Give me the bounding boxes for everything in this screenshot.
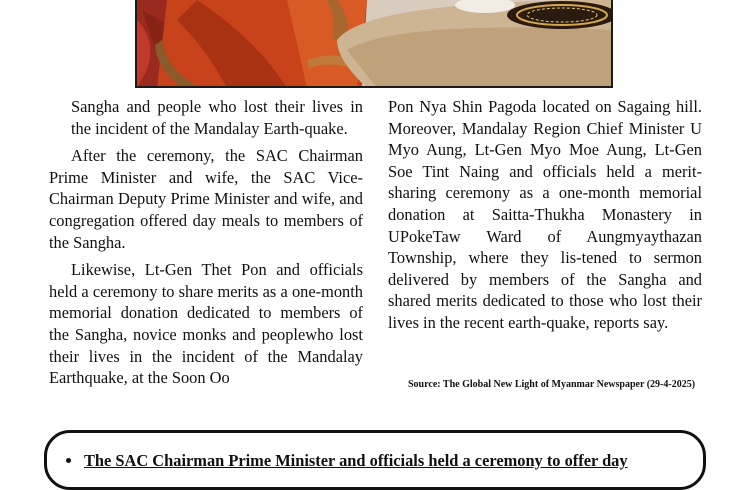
ceremony-photo-illustration: [137, 0, 613, 88]
source-credit: Source: The Global New Light of Myanmar Newspaper (29-4-2025): [408, 379, 696, 390]
paragraph-continuation: Sangha and people who lost their lives in the incident of the Mandalay Earth-quake.: [71, 97, 363, 138]
paragraph-after-ceremony: After the ceremony, the SAC Chairman Prime Minister and wife, the SAC Vice-Chairman Deputy Prime Minister and wife, and congregation offered day meals to members of the Sangha.: [49, 146, 363, 252]
bullet-icon: [66, 458, 71, 463]
left-column: [49, 96, 363, 395]
paragraph-pagoda: Pon Nya Shin Pagoda located on Sagaing hill. Moreover, Mandalay Region Chief Minister U Myo Aung, Lt-Gen Myo Moe Aung, Lt-Gen Soe Tint Naing and officials held a merit-sharing ceremony as a one-month memorial donation at Saitta-Thukha Monastery in UPokeTaw Ward of Aungmyaythazan Township, where they lis-tened to sermon delivered by members of the Sangha and shared merits dedicated to those who lost their lives in the recent earth-quake, reports say.: [388, 97, 702, 332]
paragraph-likewise: Likewise, Lt-Gen Thet Pon and officials held a ceremony to share merits as a one-month memorial donation dedicated to members of the Sangha, novice monks and peoplewho lost their lives in the incident of the Mandalay Earthquake, at the Soon Oo: [49, 260, 363, 388]
news-photo: [135, 0, 613, 88]
right-column: [388, 96, 702, 340]
next-article-headline: The SAC Chairman Prime Minister and officials held a ceremony to offer day: [84, 451, 628, 470]
